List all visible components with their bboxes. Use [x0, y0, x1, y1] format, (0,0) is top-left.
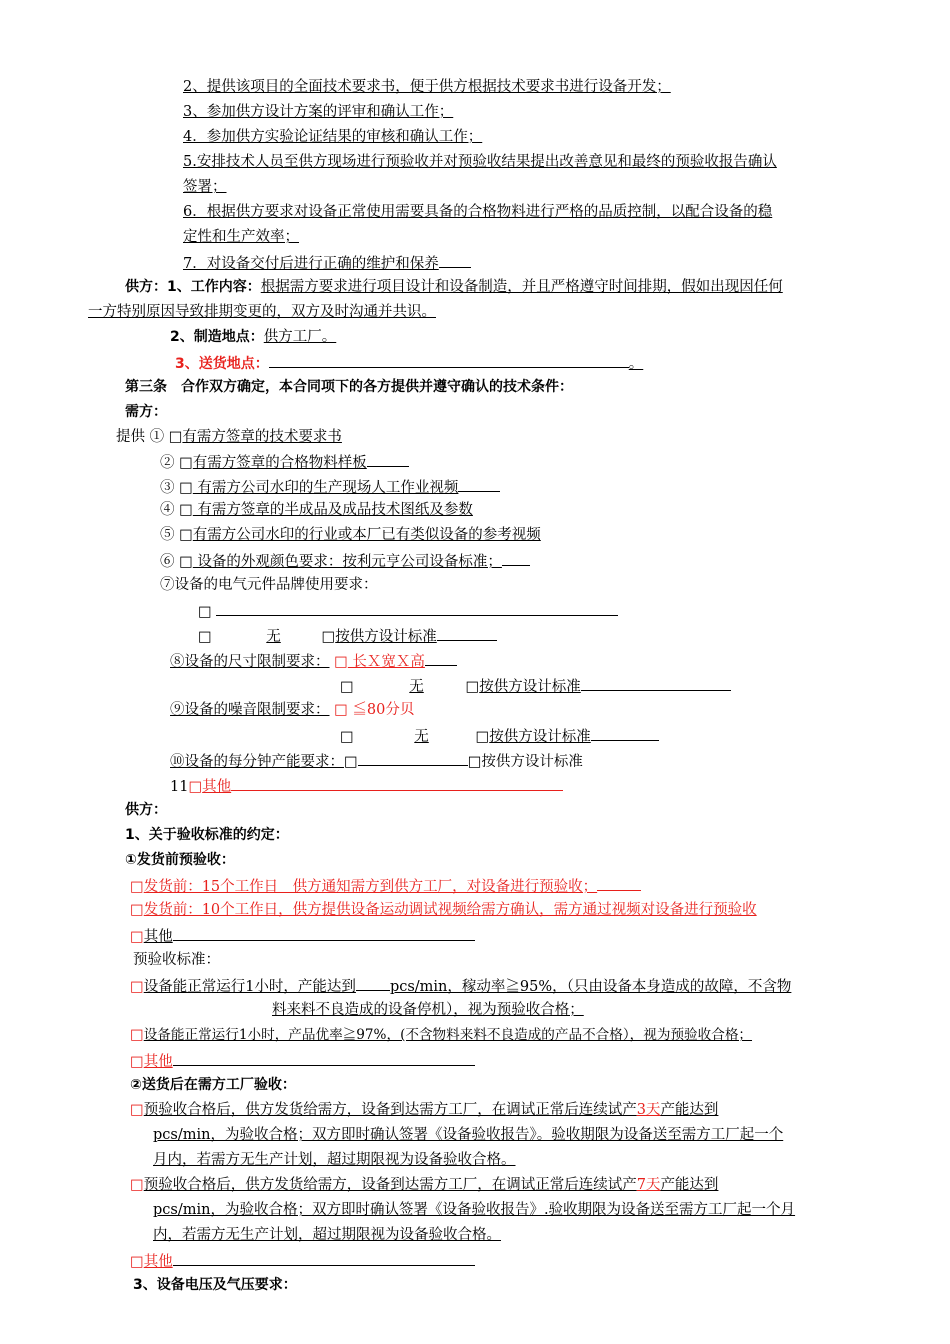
checkbox[interactable]: □ [130, 1027, 144, 1043]
post-option-other: □其他 [130, 1250, 475, 1272]
supplier-work-line [125, 277, 783, 297]
demand-item-2: 2、提供该项目的全面技术要求书，便于供方根据技术要求书进行设备开发； [183, 79, 671, 95]
post-acceptance-title: ②送货后在需方工厂验收： [130, 1077, 296, 1093]
demand-item-6-cont: 定性和生产效率； [183, 229, 299, 245]
checkbox[interactable]: □ [467, 754, 482, 770]
std-option-2: □设备能正常运行1小时，产品优率≧97%，(不含物料来料不良造成的产品不合格），视为预验收合格； [130, 1027, 753, 1043]
article3-title: 第三条 合作双方确定，本合同项下的各方提供并遵守确认的技术条件： [125, 379, 573, 395]
checkbox[interactable]: □ [344, 754, 358, 770]
checkbox[interactable]: □ [179, 455, 193, 471]
checkbox[interactable]: □ [475, 729, 490, 745]
supplier-label: 供方： [125, 279, 167, 295]
checkbox[interactable]: □ [321, 629, 336, 645]
supplier2-label: 供方： [125, 802, 167, 818]
demand-label: 需方： [125, 404, 167, 420]
checkbox[interactable]: □ [179, 527, 193, 543]
post-option-2-cont: pcs/min，为验收合格；双方即时确认签署《设备验收报告》.验收期限为设备送至需方工厂起一个月 [153, 1202, 796, 1218]
delivery-blank[interactable] [269, 352, 629, 368]
provide-item-6: ⑥ □ 设备的外观颜色要求：按利元亨公司设备标准； [160, 550, 530, 572]
checkbox[interactable]: □ [130, 1177, 144, 1193]
item9-option-2: □ 无 □按供方设计标准 [340, 725, 659, 747]
checkbox[interactable]: □ [465, 679, 480, 695]
checkbox[interactable]: □ [130, 1054, 144, 1070]
post-option-1-cont: pcs/min，为验收合格；双方即时确认签署《设备验收报告》。验收期限为设备送至需方工厂起一个 [153, 1127, 784, 1143]
checkbox[interactable]: □ [340, 679, 354, 695]
post-option-2: □预验收合格后，供方发货给需方，设备到达需方工厂，在调试正常后连续试产7天产能达到 [130, 1177, 719, 1193]
checkbox[interactable]: □ [334, 702, 348, 718]
delivery-label: 3、送货地点： [175, 356, 269, 372]
item10-blank[interactable] [358, 750, 468, 766]
provide-item-4: ④ □ 有需方签章的半成品及成品技术图纸及参数 [160, 502, 473, 518]
delivery-line: 3、送货地点： 。 [175, 352, 643, 374]
demand-item-5-cont: 签署； [183, 179, 227, 195]
checkbox[interactable]: □ [198, 604, 212, 620]
checkbox[interactable]: □ [179, 502, 193, 518]
checkbox[interactable]: □ [130, 979, 144, 995]
item8-option-2: □ 无 □按供方设计标准 [340, 675, 731, 697]
provide-item-1: 提供 ① □有需方签章的技术要求书 [116, 429, 342, 445]
checkbox[interactable]: □ [168, 429, 183, 445]
item8-line: ⑧设备的尺寸限制要求： □ 长Ｘ宽Ｘ高 [170, 650, 457, 672]
post-option-1: □预验收合格后，供方发货给需方，设备到达需方工厂，在调试正常后连续试产3天产能达到 [130, 1102, 719, 1118]
checkbox[interactable]: □ [188, 779, 203, 795]
std-option-1-cont: 料来料不良造成的设备停机），视为预验收合格； [272, 1002, 584, 1018]
checkbox[interactable]: □ [130, 929, 144, 945]
provide-item-3: ③ □ 有需方公司水印的生产现场人工作业视频 [160, 476, 500, 498]
provide-item-7: ⑦设备的电气元件品牌使用要求： [160, 577, 378, 593]
checkbox[interactable]: □ [130, 902, 144, 918]
checkbox[interactable]: □ [179, 480, 193, 496]
checkbox[interactable]: □ [340, 729, 354, 745]
pre-option-2: □发货前：10个工作日，供方提供设备运动调试视频给需方确认，需方通过视频对设备进行预验收 [130, 902, 757, 918]
item11-line: 11□其他 [170, 775, 563, 797]
std-option-other: □其他 [130, 1050, 475, 1072]
work-text-cont: 一方特别原因导致排期变更的，双方及时沟通并共识。 [88, 304, 436, 320]
demand-item-3: 3、参加供方设计方案的评审和确认工作； [183, 104, 454, 120]
item9-line: ⑨设备的噪音限制要求： □ ≦80分贝 [170, 702, 415, 718]
pre-option-other: □其他 [130, 925, 475, 947]
mfg-line [170, 327, 336, 347]
pre-acceptance-title: ①发货前预验收： [125, 852, 235, 868]
provide-item-2: ② □有需方签章的合格物料样板 [160, 451, 409, 473]
demand-item-7: 7．对设备交付后进行正确的维护和保养 [183, 252, 471, 274]
mfg-label: 2、制造地点： [170, 329, 264, 345]
provide-item-5: ⑤ □有需方公司水印的行业或本厂已有类似设备的参考视频 [160, 527, 541, 543]
checkbox[interactable]: □ [198, 629, 212, 645]
work-label: 1、工作内容： [167, 279, 261, 295]
item10-line: ⑩设备的每分钟产能要求：□ □按供方设计标准 [170, 750, 583, 772]
work-text: 根据需方要求进行项目设计和设备制造，并且严格遵守时间排期，假如出现因任何 [260, 279, 783, 295]
demand-item-4: 4．参加供方实验论证结果的审核和确认工作； [183, 129, 483, 145]
checkbox[interactable]: □ [179, 554, 193, 570]
checkbox[interactable]: □ [130, 879, 144, 895]
item7-option-1 [198, 600, 618, 622]
item7-blank[interactable] [216, 600, 618, 616]
post-option-1-cont2: 月内，若需方无生产计划，超过期限视为设备验收合格。 [153, 1152, 516, 1168]
item7-option-2: □ 无 □按供方设计标准 [198, 625, 497, 647]
std-option-1: □设备能正常运行1小时，产能达到 pcs/min，稼动率≧95%，（只由设备本身造成的故障，不含物 [130, 975, 791, 997]
checkbox[interactable]: □ [130, 1102, 144, 1118]
checkbox[interactable]: □ [334, 654, 348, 670]
pre-standard-label: 预验收标准： [133, 952, 220, 968]
checkbox[interactable]: □ [130, 1254, 144, 1270]
pre-option-1: □发货前：15个工作日 供方通知需方到供方工厂，对设备进行预验收； [130, 875, 641, 897]
demand-item-6: 6．根据供方要求对设备正常使用需要具备的合格物料进行严格的品质控制，以配合设备的稳 [183, 204, 773, 220]
demand-item-5: 5.安排技术人员至供方现场进行预验收并对预验收结果提出改善意见和最终的预验收报告确认 [183, 154, 777, 170]
mfg-value: 供方工厂。 [263, 329, 337, 345]
voltage-title: 3、设备电压及气压要求： [133, 1277, 297, 1293]
post-option-2-cont2: 内，若需方无生产计划，超过期限视为设备验收合格。 [153, 1227, 501, 1243]
acceptance-title: 1、关于验收标准的约定： [125, 827, 289, 843]
